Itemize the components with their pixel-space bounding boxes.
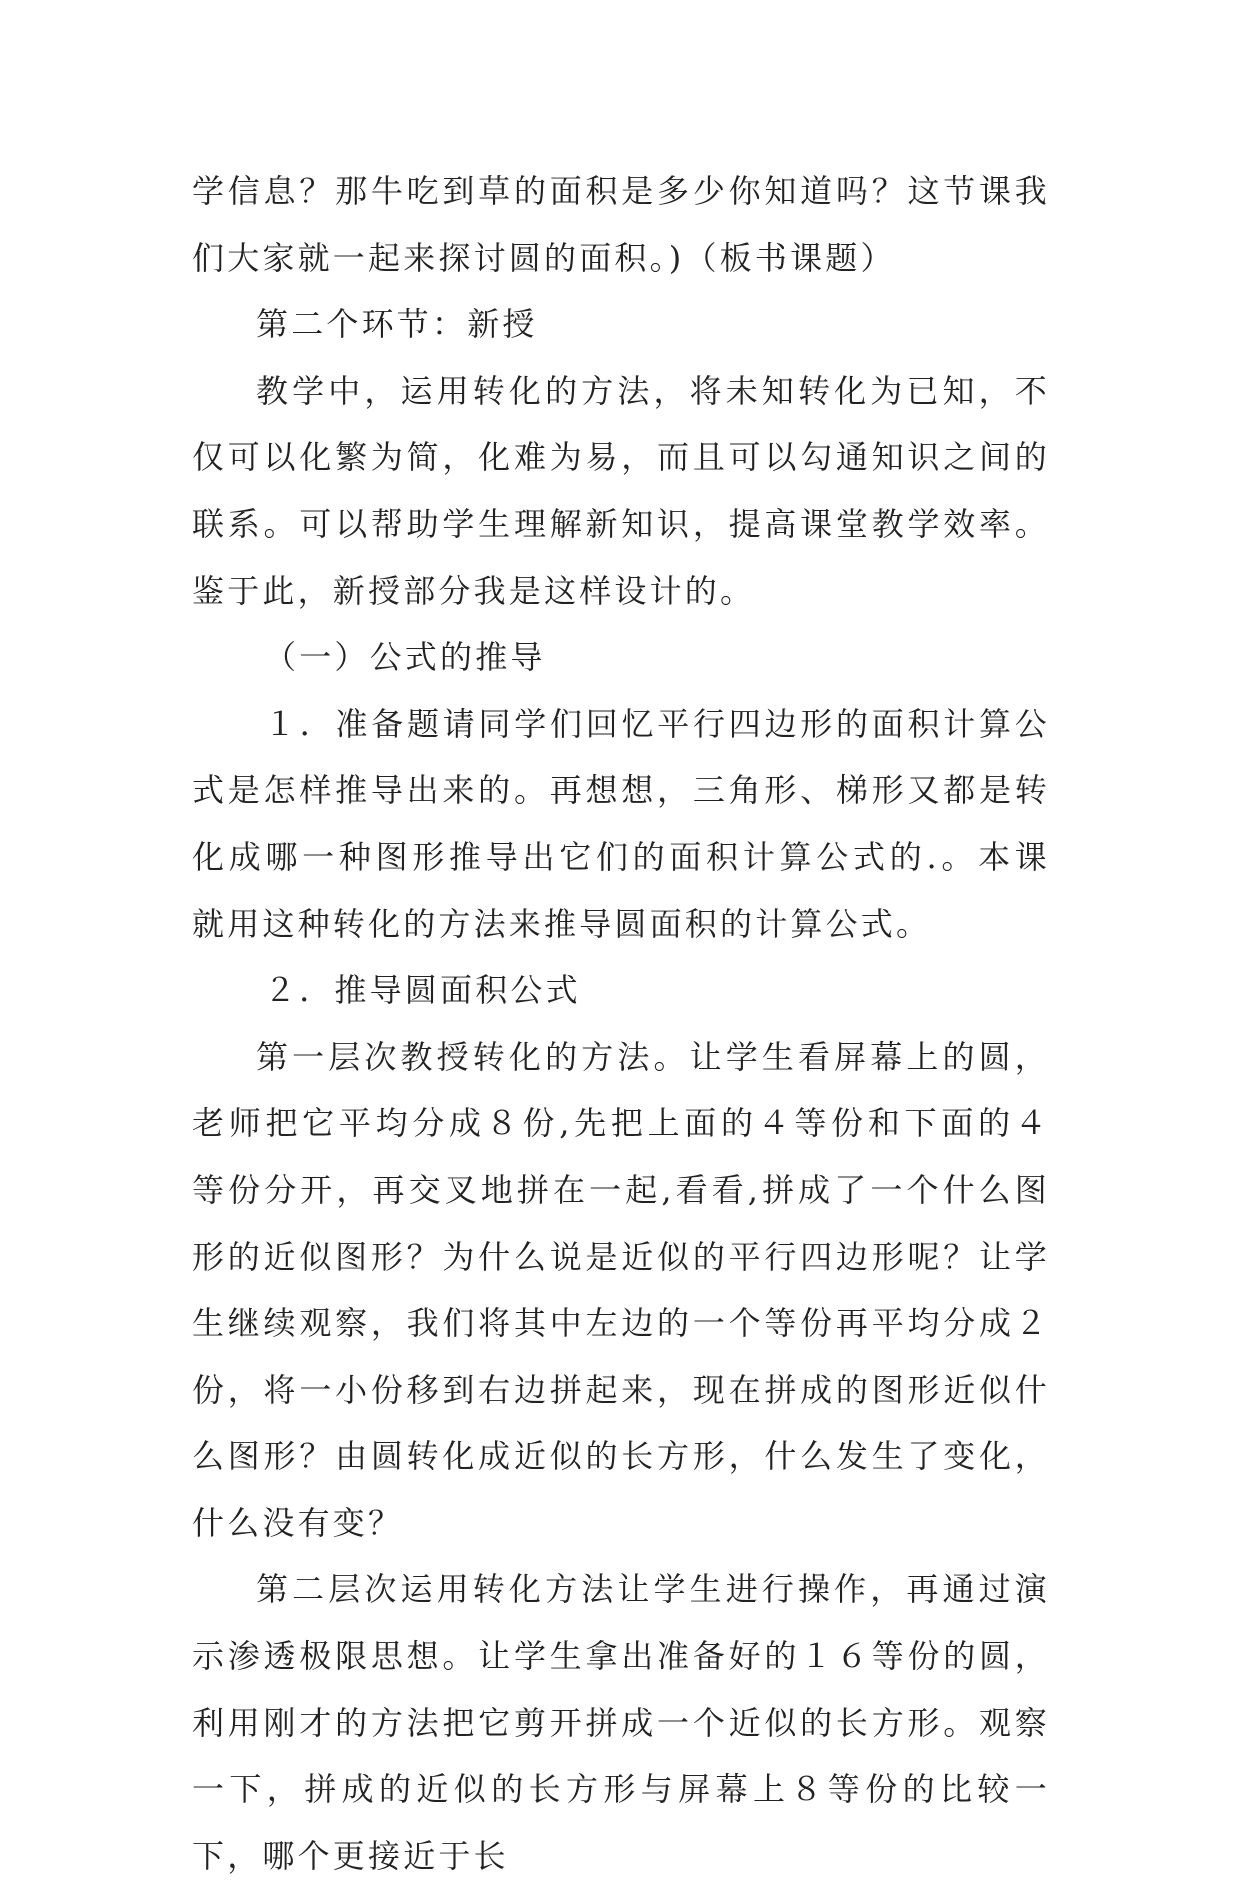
paragraph-teaching-method: 教学中，运用转化的方法，将未知转化为已知，不仅可以化繁为简，化难为易，而且可以勾通知识之间的联系。可以帮助学生理解新知识，提高课堂教学效率。鉴于此，新授部分我是这样设计的。 [192,371,1050,610]
subsection-heading-formula-derivation: （一）公式的推导 [264,638,546,677]
section-heading-new-lesson: 第二个环节：新授 [256,305,538,344]
paragraph-first-level: 第一层次教授转化的方法。让学生看屏幕上的圆，老师把它平均分成８份,先把上面的４等份和下面的４等份分开，再交叉地拼在一起,看看,拼成了一个什么图形的近似图形？为什么说是近似的平行四边形呢？让学生继续观察，我们将其中左边的一个等份再平均分成２份，将一小份移到右边拼起来，现在拼成的图形近似什么图形？由圆转化成近似的长方形，什么发生了变化，什么没有变？ [192,1037,1050,1542]
body-text [192,158,1050,1889]
paragraph-preparation-question: １．准备题请同学们回忆平行四边形的面积计算公式是怎样推导出来的。再想想，三角形、梯形又都是转化成哪一种图形推导出它们的面积计算公式的.。本课就用这种转化的方法来推导圆面积的计算公式。 [192,704,1050,943]
paragraph-continuation: 学信息？那牛吃到草的面积是多少你知道吗？这节课我们大家就一起来探讨圆的面积。)（板书课题） [192,172,1050,277]
paragraph-second-level: 第二层次运用转化方法让学生进行操作，再通过演示渗透极限思想。让学生拿出准备好的１６等份的圆，利用刚才的方法把它剪开拼成一个近似的长方形。观察一下，拼成的近似的长方形与屏幕上８等份的比较一下，哪个更接近于长 [192,1570,1050,1875]
subsection-heading-derive-circle-area: ２．推导圆面积公式 [264,971,581,1010]
